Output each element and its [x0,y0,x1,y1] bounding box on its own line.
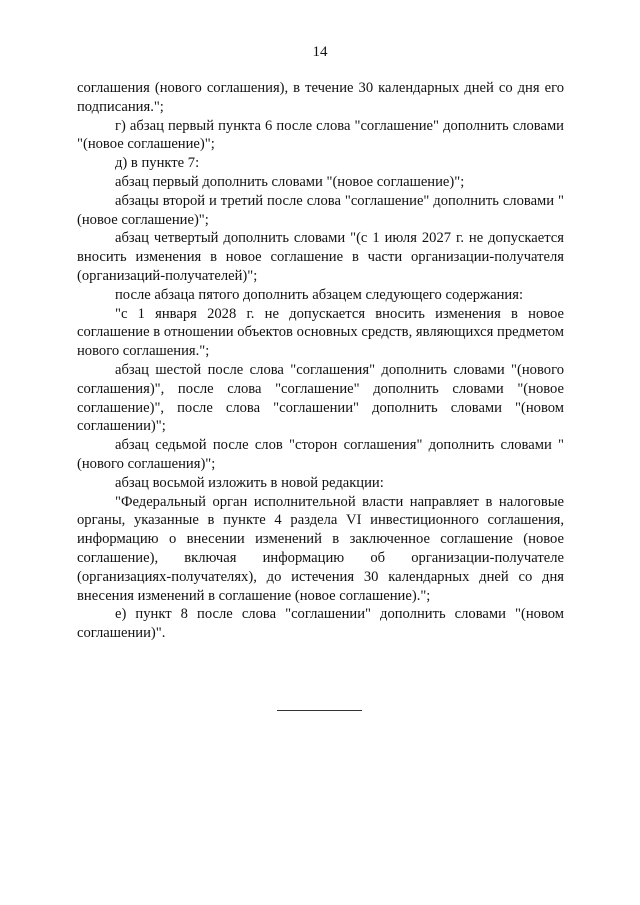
paragraph: абзац шестой после слова "соглашения" дополнить словами "(нового соглашения)", после слова "соглашение" дополнить словами "(новое соглашение)", после слова "соглашении" дополнить словами "(новом соглашении)"; [77,361,564,435]
paragraph: абзацы второй и третий после слова "соглашение" дополнить словами "(новое соглашение)"; [77,192,564,228]
paragraph: абзац восьмой изложить в новой редакции: [115,474,384,491]
paragraph-continuation: соглашения (нового соглашения), в течение 30 календарных дней со дня его подписания."; [77,80,564,115]
paragraph-item-d: д) в пункте 7: [115,155,200,172]
paragraph-quote: "с 1 января 2028 г. не допускается вносить изменения в новое соглашение в отношении объектов основных средств, являющихся предметом нового соглашения."; [77,305,564,360]
paragraph: абзац первый дополнить словами "(новое соглашение)"; [115,173,465,190]
paragraph: абзац четвертый дополнить словами "(с 1 июля 2027 г. не допускается вносить изменения в новое соглашение в части организации-получателя (организаций-получателей)"; [77,230,564,284]
paragraph: абзац седьмой после слов "сторон соглашения" дополнить словами "(нового соглашения)"; [77,437,564,472]
paragraph-quote: "Федеральный орган исполнительной власти направляет в налоговые органы, указанные в пункте 4 раздела VI инвестиционного соглашения, информацию о внесении изменений в заключенное соглашение (новое соглашение), включая информацию об организации-получателе (организациях-получателях), до истечения 30 календарных дней со дня внесения изменений в соглашение (новое соглашение)."; [77,493,564,604]
paragraph-item-g: г) абзац первый пункта 6 после слова "соглашение" дополнить словами "(новое соглашение)"; [77,117,564,153]
page-number: 14 [312,44,328,60]
paragraph: после абзаца пятого дополнить абзацем следующего содержания: [115,286,523,303]
document-body [77,79,564,643]
end-divider [277,710,362,711]
paragraph-item-e: е) пункт 8 после слова "соглашении" дополнить словами "(новом соглашении)". [77,606,564,642]
